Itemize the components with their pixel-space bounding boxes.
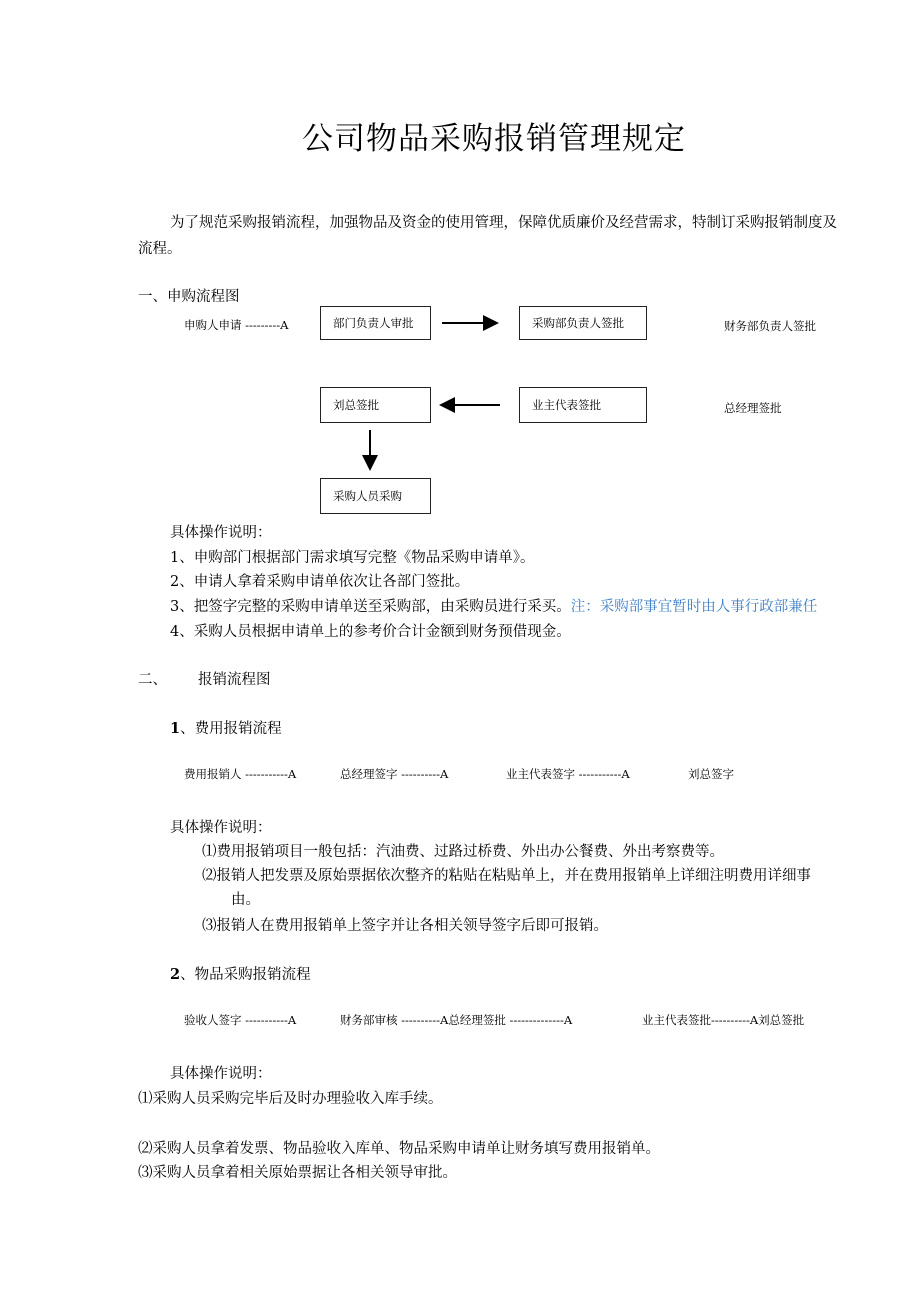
sub1-heading-text: 、费用报销流程 — [180, 721, 282, 737]
section1-item-4: 4、采购人员根据申请单上的参考价合计金额到财务预借现金。 — [170, 624, 571, 640]
section1-ops-heading: 具体操作说明： — [170, 525, 272, 541]
section2-number: 二、 — [138, 672, 167, 688]
sub2-flow-step-1: 验收人签字 -----------A — [184, 1013, 297, 1027]
sub2-heading-text: 、物品采购报销流程 — [180, 967, 311, 983]
sub2-flow-step-3: 业主代表签批----------A刘总签批 — [642, 1013, 805, 1027]
flow-box-buyer-label: 采购人员采购 — [333, 489, 402, 503]
section1-item-2: 2、申请人拿着采购申请单依次让各部门签批。 — [170, 574, 470, 590]
sub1-item-3: ⑶报销人在费用报销单上签字并让各相关领导签字后即可报销。 — [202, 918, 608, 934]
flow-applicant: 申购人申请 ---------A — [184, 318, 289, 332]
sub2-heading — [170, 963, 311, 984]
section1-item-3-text: 3、把签字完整的采购申请单送至采购部，由采购员进行采买。 — [170, 599, 571, 615]
sub1-ops-heading: 具体操作说明： — [170, 820, 272, 836]
sub2-ops-heading: 具体操作说明： — [170, 1066, 272, 1082]
intro-line-1: 为了规范采购报销流程，加强物品及资金的使用管理，保障优质廉价及经营需求，特制订采购报销制度及 — [170, 215, 837, 231]
sub2-item-2: ⑵采购人员拿着发票、物品验收入库单、物品采购申请单让财务填写费用报销单。 — [138, 1141, 660, 1157]
sub1-item-2-cont: 由。 — [231, 892, 260, 908]
section1-note: 注：采购部事宜暂时由人事行政部兼任 — [570, 599, 818, 615]
sub2-flow-step-2: 财务部审核 ----------A总经理签批 --------------A — [340, 1013, 573, 1027]
page-title: 公司物品采购报销管理规定 — [302, 121, 686, 157]
sub1-flow-step-3: 业主代表签字 -----------A — [506, 767, 630, 781]
flow-general-manager: 总经理签批 — [724, 401, 782, 415]
sub1-flow-step-4: 刘总签字 — [688, 767, 734, 781]
intro-line-2: 流程。 — [138, 241, 182, 257]
flow-box-liu-label: 刘总签批 — [333, 398, 379, 412]
sub1-item-2: ⑵报销人把发票及原始票据依次整齐的粘贴在粘贴单上，并在费用报销单上详细注明费用详细事 — [202, 868, 811, 884]
section1-item-3 — [170, 595, 817, 616]
sub1-heading — [170, 717, 282, 738]
section2-heading: 报销流程图 — [198, 672, 271, 688]
sub1-item-1: ⑴费用报销项目一般包括：汽油费、过路过桥费、外出办公餐费、外出考察费等。 — [202, 844, 724, 860]
section1-heading: 一、申购流程图 — [138, 289, 240, 305]
sub1-flow-step-1: 费用报销人 -----------A — [184, 767, 297, 781]
sub1-number: 1 — [170, 720, 181, 737]
flow-box-owner-rep-label: 业主代表签批 — [532, 398, 601, 412]
sub2-item-1: ⑴采购人员采购完毕后及时办理验收入库手续。 — [138, 1091, 443, 1107]
sub2-item-3: ⑶采购人员拿着相关原始票据让各相关领导审批。 — [138, 1165, 457, 1181]
sub2-number: 2 — [170, 966, 181, 983]
flow-box-purchase-head-label: 采购部负责人签批 — [532, 316, 624, 330]
section1-item-1: 1、申购部门根据部门需求填写完整《物品采购申请单》。 — [170, 550, 535, 566]
flow-finance-head: 财务部负责人签批 — [724, 319, 816, 333]
flow-box-dept-head-label: 部门负责人审批 — [333, 316, 414, 330]
sub1-flow-step-2: 总经理签字 ----------A — [340, 767, 449, 781]
